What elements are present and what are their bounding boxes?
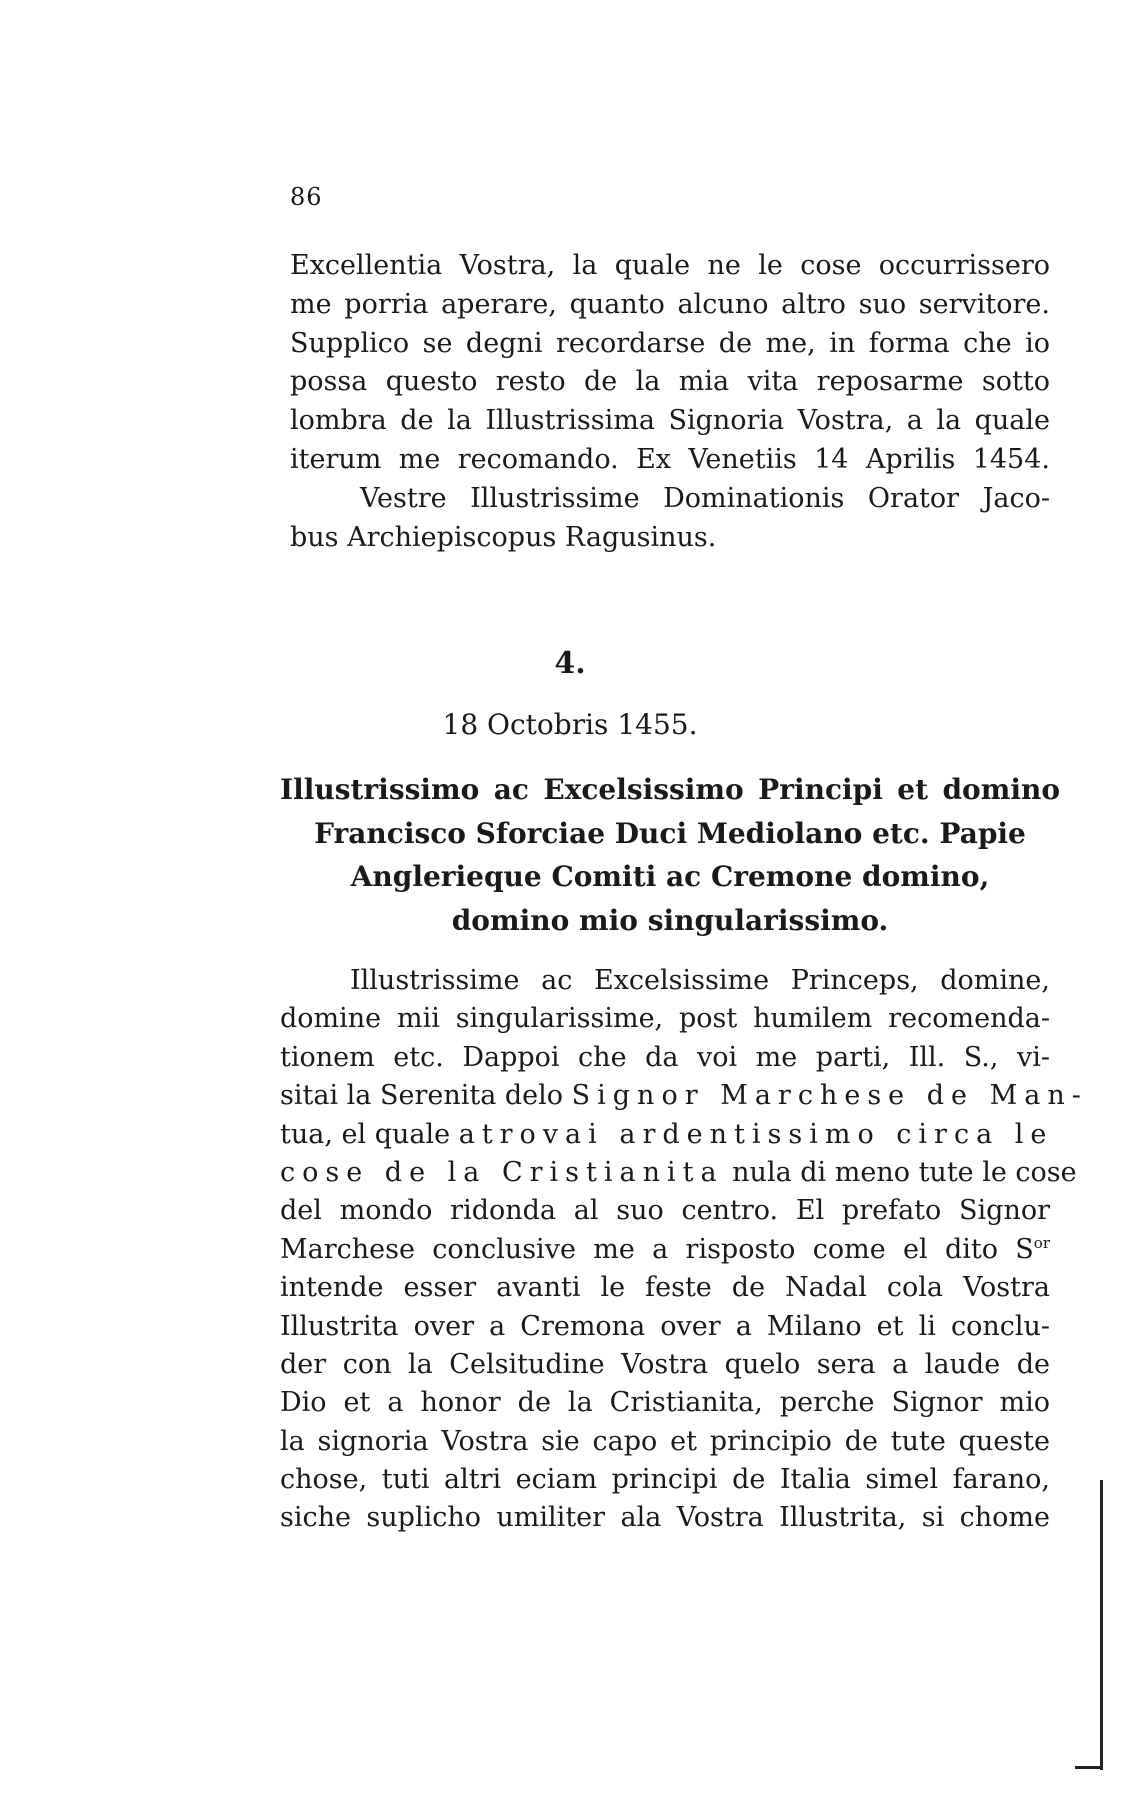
body-line — [280, 1231, 1050, 1269]
letter-address — [280, 768, 1060, 942]
text-line: lombra de la Illustrissima Signoria Vostra, a la quale — [290, 405, 1050, 437]
text-line: Excellentia Vostra, la quale ne le cose occurrissero — [290, 250, 1050, 281]
body-line: tionem etc. Dappoi che da voi me parti, Ill. S., vi- — [280, 1041, 1050, 1073]
address-line: Francisco Sforciae Duci Mediolano etc. Papie — [314, 816, 1026, 850]
body-line: siche suplicho umiliter ala Vostra Illustrita, si chome — [280, 1502, 1050, 1534]
body-line: chose, tuti altri eciam principi de Italia simel farano, — [280, 1464, 1050, 1496]
letter-body — [280, 962, 1088, 1538]
body-line: Illustrita over a Cremona over a Milano et li conclu- — [280, 1310, 1050, 1342]
body-segment: nula di meno tute le cose — [732, 1156, 1077, 1188]
body-segment-spaced: Signor Marchese de Man- — [571, 1080, 1088, 1112]
scan-edge-line — [1100, 1480, 1103, 1770]
text-line: me porria aperare, quanto alcuno altro suo servitore. — [290, 288, 1050, 320]
address-line: Illustrissimo ac Excelsissimo Principi et domino — [280, 773, 1060, 806]
body-line: la signoria Vostra sie capo et principio de tute queste — [280, 1425, 1050, 1457]
body-line — [280, 1154, 1077, 1192]
document-number: 4. — [554, 646, 586, 681]
document-date: 18 Octobris 1455. — [442, 708, 698, 741]
body-segment: Marchese conclusive me a risposto come el dito S — [280, 1233, 1034, 1265]
body-line: der con la Celsitudine Vostra quelo sera a laude de — [280, 1348, 1050, 1380]
signature-line: Vestre Illustrissime Dominationis Orator Jaco- — [360, 482, 1050, 514]
body-line: Illustrissime ac Excelsissime Princeps, domine, — [350, 965, 1050, 996]
body-line: intende esser avanti le feste de Nadal cola Vostra — [280, 1272, 1050, 1304]
continuation-text — [290, 247, 1050, 557]
page-number: 86 — [290, 183, 323, 211]
signature-line: bus Archiepiscopus Ragusinus. — [290, 521, 717, 553]
text-line: Supplico se degni recordarse de me, in forma che io — [290, 327, 1050, 359]
body-segment: tua, el quale — [280, 1118, 451, 1150]
address-line: Anglerieque Comiti ac Cremone domino, — [350, 860, 990, 893]
body-line: domine mii singularissime, post humilem recomenda- — [280, 1003, 1050, 1035]
superscript-abbreviation: or — [1033, 1233, 1050, 1252]
body-line: Dio et a honor de la Cristianita, perche Signor mio — [280, 1387, 1050, 1419]
scan-edge-foot — [1075, 1766, 1103, 1769]
text-line: possa questo resto de la mia vita reposarme sotto — [290, 366, 1050, 398]
body-line — [280, 1077, 1088, 1115]
body-line: del mondo ridonda al suo centro. El prefato Signor — [280, 1195, 1050, 1227]
body-segment-spaced: atrovai ardentissimo circa le — [458, 1118, 1054, 1150]
body-segment: sitai la Serenita delo — [280, 1080, 564, 1112]
body-line — [280, 1116, 1054, 1154]
body-segment-spaced: cose de la Cristianita — [280, 1156, 724, 1188]
address-line: domino mio singularissimo. — [451, 903, 889, 937]
text-line: iterum me recomando. Ex Venetiis 14 Aprilis 1454. — [290, 443, 1050, 475]
